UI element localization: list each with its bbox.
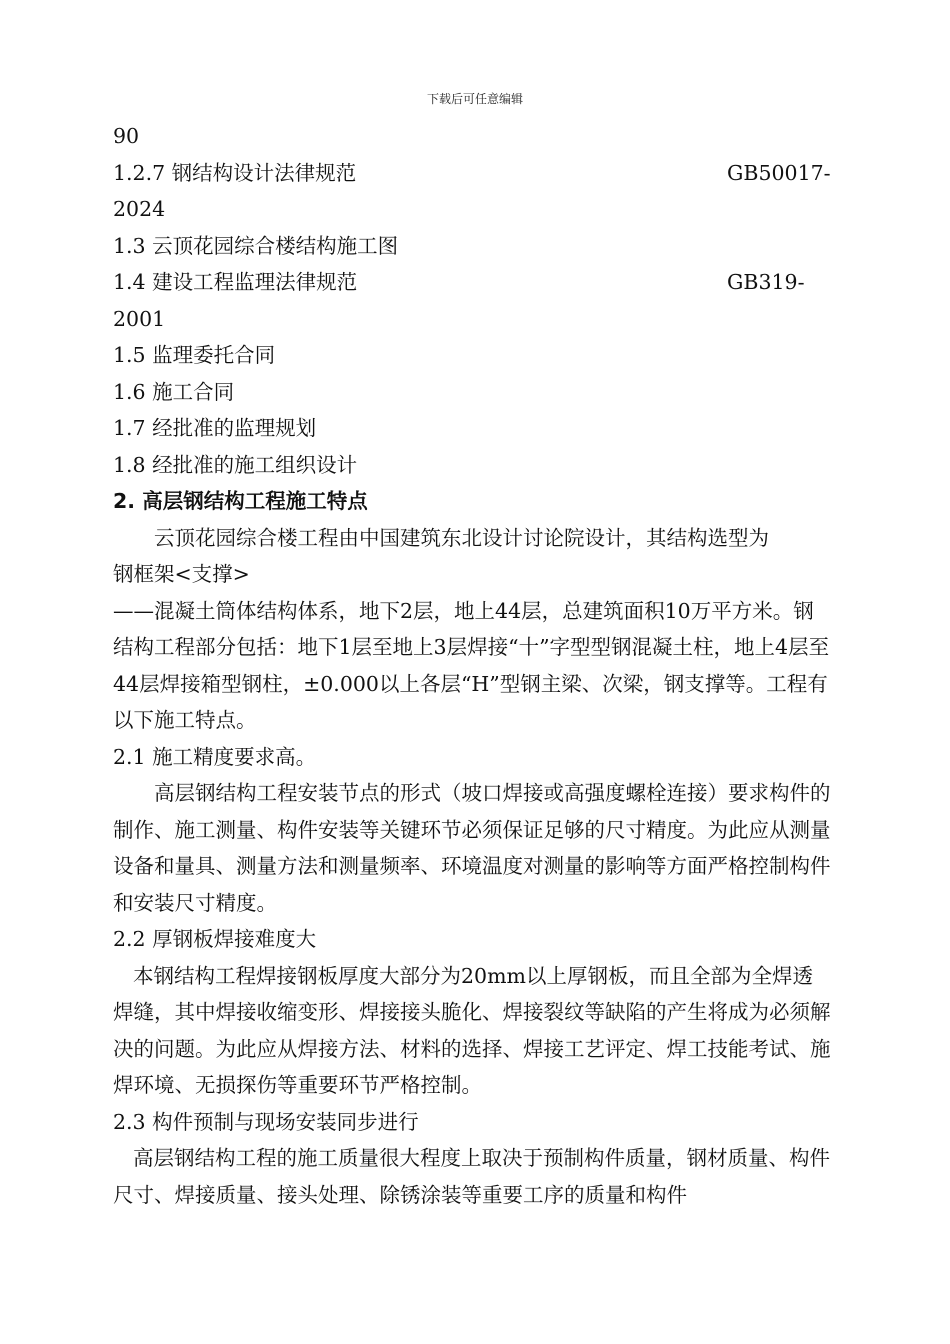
section-2-intro-line-1: 云顶花园综合楼工程由中国建筑东北设计讨论院设计，其结构选型为 bbox=[154, 525, 769, 550]
section-2-intro-line-2: 钢框架<支撑> bbox=[113, 562, 250, 586]
section-2-2-heading: 2.2 厚钢板焊接难度大 bbox=[113, 927, 317, 951]
list-item-1-7: 1.7 经批准的监理规划 bbox=[113, 416, 317, 440]
standard-code: GB319- bbox=[727, 270, 805, 294]
text-line: 90 bbox=[113, 124, 140, 148]
section-2-heading: 2. 高层钢结构工程施工特点 bbox=[113, 489, 368, 513]
list-item-1-3: 1.3 云顶花园综合楼结构施工图 bbox=[113, 233, 399, 258]
section-2-1-heading: 2.1 施工精度要求高。 bbox=[113, 744, 317, 769]
standard-line-1-4 bbox=[113, 264, 833, 301]
page-header: 下载后可任意编辑 bbox=[426, 92, 523, 106]
section-2-intro-body: ——混凝土筒体结构体系，地下2层，地上44层，总建筑面积10万平方米。钢结构工程部分包括：地下1层至地上3层焊接“十”字型型钢混凝土柱，地上4层至44层焊接箱型钢柱，±0.000以上各层“H”型钢主梁、次梁，钢支撑等。工程有以下施工特点。 bbox=[113, 598, 830, 732]
section-2-1-body: 高层钢结构工程安装节点的形式（坡口焊接或高强度螺栓连接）要求构件的制作、施工测量、构件安装等关键环节必须保证足够的尺寸精度。为此应从测量设备和量具、测量方法和测量频率、环境温度对测量的影响等方面严格控制构件和安装尺寸精度。 bbox=[113, 781, 831, 915]
standard-title: 1.2.7 钢结构设计法律规范 bbox=[113, 160, 357, 185]
standard-code: GB50017- bbox=[727, 160, 831, 185]
list-item-1-5: 1.5 监理委托合同 bbox=[113, 343, 276, 367]
text-line: 2024 bbox=[113, 197, 166, 221]
document-body bbox=[113, 118, 833, 1213]
list-item-1-8: 1.8 经批准的施工组织设计 bbox=[113, 452, 358, 477]
section-2-2-body: 本钢结构工程焊接钢板厚度大部分为20mm以上厚钢板，而且全部为全焊透焊缝，其中焊接收缩变形、焊接接头脆化、焊接裂纹等缺陷的产生将成为必须解决的问题。为此应从焊接方法、材料的选择、焊接工艺评定、焊工技能考试、施焊环境、无损探伤等重要环节严格控制。 bbox=[113, 963, 831, 1097]
standard-title: 1.4 建设工程监理法律规范 bbox=[113, 270, 358, 294]
section-2-3-body: 高层钢结构工程的施工质量很大程度上取决于预制构件质量，钢材质量、构件尺寸、焊接质量、接头处理、除锈涂装等重要工序的质量和构件 bbox=[113, 1146, 830, 1207]
list-item-1-6: 1.6 施工合同 bbox=[113, 379, 235, 404]
section-2-3-heading: 2.3 构件预制与现场安装同步进行 bbox=[113, 1109, 419, 1134]
text-line: 2001 bbox=[113, 306, 166, 331]
standard-line-1-2-7 bbox=[113, 155, 833, 192]
